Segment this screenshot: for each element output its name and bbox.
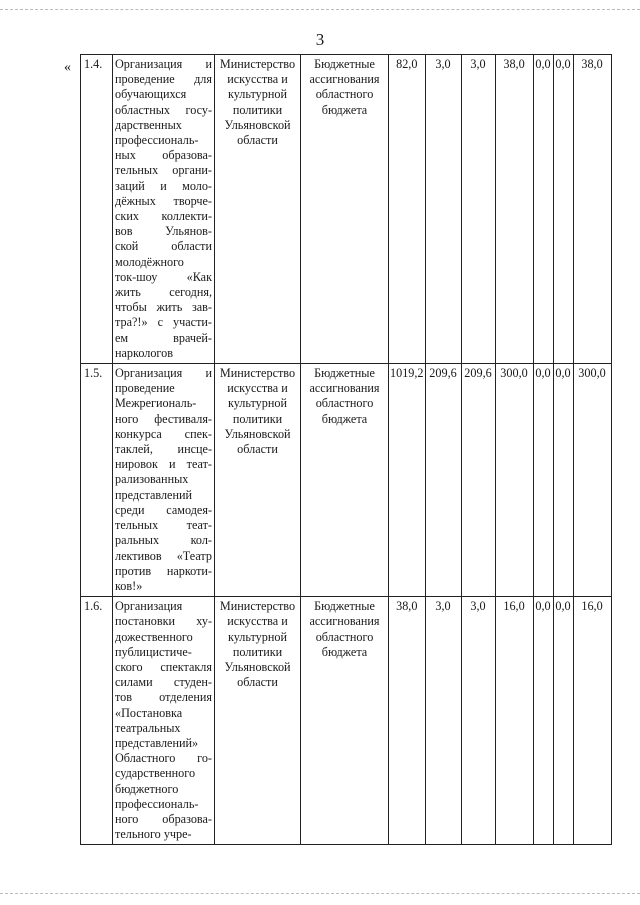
table-row [81,597,612,845]
open-quote: « [64,60,71,75]
event-name-line: наркологов [115,345,173,360]
budget-table [80,54,612,845]
event-name-line: Организация [115,599,183,614]
event-name-line: молодёжного [115,254,184,269]
event-name-line: Областного го- [115,751,212,766]
event-name-line: вов Ульянов- [115,224,212,239]
funding-value: 300,0 [495,364,533,597]
responsible-ministry: Министерство искусства и культурной политики Ульяновской области [215,597,301,845]
funding-value: 0,0 [533,364,553,597]
event-name-line: областных госу- [115,102,212,117]
responsible-ministry: Министерство искусства и культурной политики Ульяновской области [215,364,301,597]
event-name-line: представлений» [115,735,199,750]
event-name-line: сударственного [115,766,196,781]
funding-value: 209,6 [425,364,461,597]
event-name-line: среди самодея- [115,502,212,517]
event-name-line: тра?!» с участи- [115,315,212,330]
funding-value: 0,0 [553,55,573,364]
event-name-line: чтобы жить зав- [115,300,212,315]
event-name-line: Организация и [115,57,212,71]
funding-value: 3,0 [461,55,495,364]
event-name-line: жить сегодня, [115,285,212,300]
event-name-line: профессиональ- [115,133,199,148]
funding-value: 300,0 [573,364,611,597]
funding-value: 38,0 [389,597,426,845]
table-row [81,55,612,364]
funding-value: 38,0 [495,55,533,364]
event-name-line: ток-шоу «Как [115,269,212,284]
event-name-line: ного образова- [115,811,212,826]
event-name-line: «Постановка [115,705,183,720]
funding-value: 0,0 [553,364,573,597]
funding-value: 82,0 [389,55,426,364]
funding-source: Бюджетные ассигнования областного бюджета [301,597,389,845]
event-name-line: тельных теат- [115,518,212,533]
funding-value: 38,0 [573,55,611,364]
event-name-line: заций и моло- [115,178,212,193]
row-number: 1.5. [81,364,113,597]
table-row [81,364,612,597]
event-name-line: проведение для [115,72,212,87]
funding-value: 3,0 [425,55,461,364]
event-name-line: ем врачей- [115,330,212,345]
event-name [113,364,215,597]
event-name-line: ных образова- [115,148,212,163]
event-name-line: тов отделения [115,690,212,705]
page-number: 3 [315,30,325,49]
event-name-line: ского спектакля [115,659,212,674]
event-name-line: против наркоти- [115,563,212,578]
event-name-line: рализованных [115,472,189,487]
funding-value: 3,0 [425,597,461,845]
funding-value: 0,0 [533,55,553,364]
event-name-line: профессиональ- [115,796,199,811]
event-name-line: нировок и теат- [115,457,212,472]
event-name-line: представлений [115,487,193,502]
funding-value: 0,0 [533,597,553,845]
funding-source: Бюджетные ассигнования областного бюджета [301,364,389,597]
event-name-line: силами студен- [115,675,212,690]
event-name-line: ральных кол- [115,533,212,548]
responsible-ministry: Министерство искусства и культурной политики Ульяновской области [215,55,301,364]
funding-source: Бюджетные ассигнования областного бюджета [301,55,389,364]
page-top-edge [0,9,640,10]
event-name-line: таклей, инсце- [115,442,212,457]
event-name-line: конкурса спек- [115,426,212,441]
funding-value: 209,6 [461,364,495,597]
funding-value: 1019,2 [389,364,426,597]
event-name-line: театральных [115,720,181,735]
event-name-line: обучающихся [115,87,187,102]
event-name-line: дожественного [115,629,193,644]
event-name-line: дёжных творче- [115,193,212,208]
event-name-line: Межрегиональ- [115,396,197,411]
event-name-line: ного фестиваля- [115,411,212,426]
event-name-line: Организация и [115,366,212,381]
event-name-line: тельного учре- [115,827,192,842]
funding-value: 16,0 [495,597,533,845]
event-name-line: проведение [115,381,175,396]
funding-value: 16,0 [573,597,611,845]
event-name-line: постановки ху- [115,614,212,629]
event-name-line: ских коллекти- [115,209,212,224]
event-name-line: публицистиче- [115,644,192,659]
event-name-line: лективов «Театр [115,548,212,563]
event-name [113,597,215,845]
row-number: 1.4. [81,55,113,364]
event-name-line: ской области [115,239,212,254]
event-name-line: дарственных [115,117,182,132]
page-bottom-edge [0,893,640,894]
event-name-line: ков!» [115,578,143,593]
event-name-line: бюджетного [115,781,179,796]
event-name-line: тельных органи- [115,163,212,178]
funding-value: 3,0 [461,597,495,845]
event-name [113,55,215,364]
row-number: 1.6. [81,597,113,845]
funding-value: 0,0 [553,597,573,845]
